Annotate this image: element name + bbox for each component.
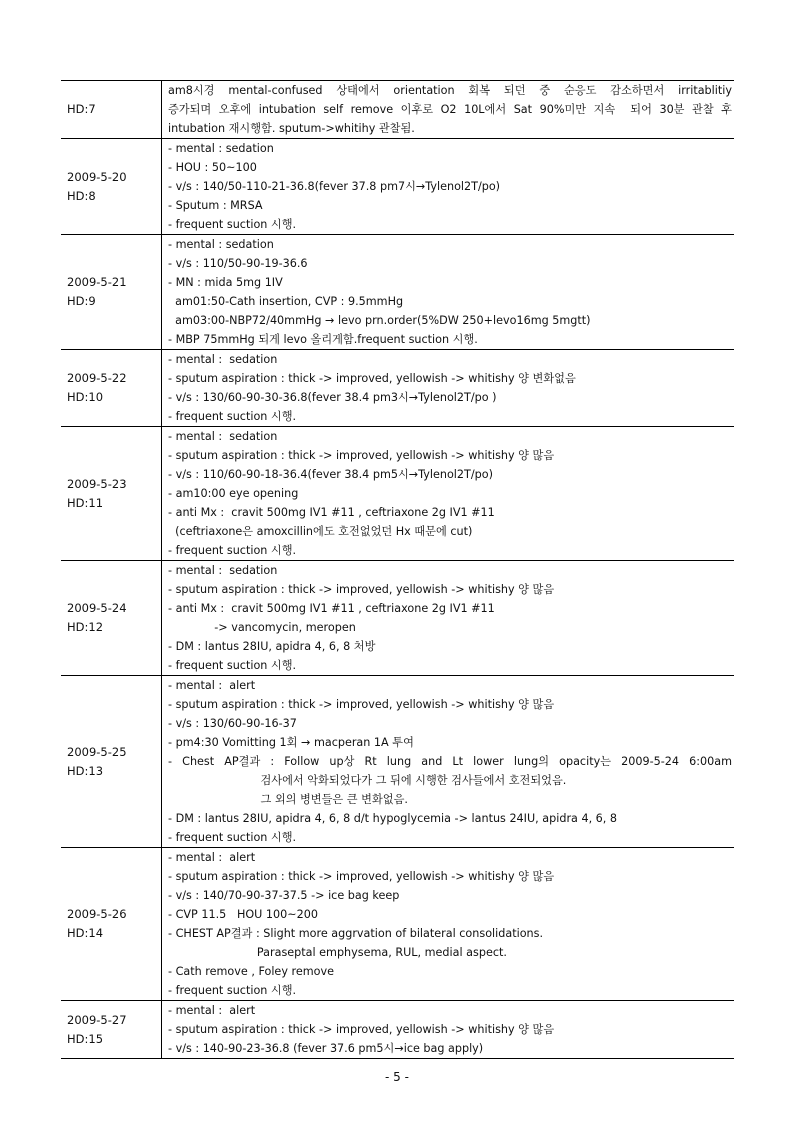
- entry-date: 2009-5-24: [67, 601, 127, 615]
- note-line: - v/s : 110/60-90-18-36.4(fever 38.4 pm5시→Tylenol2T/po): [168, 468, 493, 481]
- notes-cell: [162, 139, 735, 235]
- notes-cell: [162, 676, 735, 848]
- notes-cell: [162, 81, 735, 139]
- hospital-day: HD:7: [67, 102, 96, 116]
- table-row: [61, 561, 734, 676]
- entry-date: 2009-5-20: [67, 169, 127, 184]
- note-line: - CVP 11.5 HOU 100~200: [168, 908, 318, 921]
- note-line: - pm4:30 Vomitting 1회 → macperan 1A 투여: [168, 736, 414, 749]
- note-line: - v/s : 110/50-90-19-36.6: [168, 257, 308, 270]
- entry-date: 2009-5-23: [67, 476, 127, 491]
- note-line: - frequent suction 시행.: [168, 410, 297, 423]
- date-cell: [61, 139, 162, 235]
- note-line: - anti Mx : cravit 500mg IV1 #11 , ceftriaxone 2g IV1 #11: [168, 506, 495, 519]
- note-line: - v/s : 140/70-90-37-37.5 -> ice bag keep: [168, 889, 400, 902]
- note-line: - HOU : 50~100: [168, 161, 257, 174]
- hospital-day: HD:10: [67, 390, 104, 404]
- entry-date: 2009-5-25: [67, 744, 127, 759]
- note-line: - frequent suction 시행.: [168, 544, 297, 557]
- note-line: (ceftriaxone은 amoxcillin에도 호전없었던 Hx 때문에 cut): [168, 525, 473, 538]
- table-row: [61, 139, 734, 235]
- note-line: - v/s : 130/60-90-30-36.8(fever 38.4 pm3시→Tylenol2T/po ): [168, 391, 497, 404]
- note-line: - frequent suction 시행.: [168, 831, 297, 844]
- entry-date: 2009-5-21: [67, 275, 127, 289]
- note-line: - mental : sedation: [168, 142, 274, 155]
- note-line: - sputum aspiration : thick -> improved, yellowish -> whitishy 양 많음: [168, 583, 555, 596]
- date-cell: [61, 848, 162, 1001]
- entry-date: 2009-5-26: [67, 907, 127, 921]
- table-row: [61, 676, 734, 848]
- note-line: am8시경 mental-confused 상태에서 orientation 회복 되던 중 순응도 감소하면서 irritablitiy: [168, 84, 732, 97]
- note-line: - v/s : 140-90-23-36.8 (fever 37.6 pm5시→ice bag apply): [168, 1042, 484, 1055]
- note-line: - MN : mida 5mg 1IV: [168, 276, 283, 289]
- note-line: 증가되며 오후에 intubation self remove 이후로 O2 10L에서 Sat 90%미만 지속 되어 30분 관찰 후: [168, 103, 732, 116]
- note-line: - CHEST AP결과 : Slight more aggrvation of bilateral consolidations.: [168, 927, 544, 940]
- table-row: [61, 235, 734, 350]
- note-line: intubation 재시행함. sputum->whitihy 관찰됨.: [168, 122, 415, 135]
- table-body: [61, 81, 734, 1059]
- date-cell: [61, 350, 162, 427]
- hospital-day: HD:13: [67, 763, 104, 778]
- hospital-day: HD:9: [67, 294, 96, 308]
- date-cell: [61, 235, 162, 350]
- note-line: - sputum aspiration : thick -> improved, yellowish -> whitishy 양 많음: [168, 1023, 555, 1036]
- date-cell: [61, 81, 162, 139]
- note-line: -> vancomycin, meropen: [168, 621, 356, 634]
- note-line: - Sputum : MRSA: [168, 199, 263, 212]
- note-line: - mental : alert: [168, 679, 256, 692]
- notes-cell: [162, 1001, 735, 1059]
- date-cell: [61, 1001, 162, 1059]
- page-number: - 5 -: [385, 1070, 409, 1084]
- notes-cell: [162, 235, 735, 350]
- entry-date: 2009-5-22: [67, 371, 127, 385]
- note-line: - sputum aspiration : thick -> improved, yellowish -> whitishy 양 많음: [168, 449, 555, 462]
- note-line: - mental : sedation: [168, 564, 278, 577]
- note-line: am01:50-Cath insertion, CVP : 9.5mmHg: [168, 295, 404, 308]
- note-line: - MBP 75mmHg 되게 levo 올리게함.frequent suction 시행.: [168, 333, 478, 346]
- note-line: - DM : lantus 28IU, apidra 4, 6, 8 처방: [168, 640, 376, 653]
- note-line: - mental : sedation: [168, 238, 274, 251]
- note-line: - frequent suction 시행.: [168, 218, 297, 231]
- note-line: - anti Mx : cravit 500mg IV1 #11 , ceftriaxone 2g IV1 #11: [168, 602, 495, 615]
- note-line: - Cath remove , Foley remove: [168, 965, 334, 978]
- note-line: - v/s : 140/50-110-21-36.8(fever 37.8 pm7시→Tylenol2T/po): [168, 180, 501, 193]
- notes-cell: [162, 350, 735, 427]
- table-row: [61, 427, 734, 561]
- progress-notes-table: [61, 80, 734, 1059]
- hospital-day: HD:15: [67, 1031, 104, 1046]
- date-cell: [61, 676, 162, 848]
- notes-cell: [162, 427, 735, 561]
- table-row: [61, 848, 734, 1001]
- note-line: - sputum aspiration : thick -> improved, yellowish -> whitishy 양 변화없음: [168, 372, 576, 385]
- note-line: - mental : sedation: [168, 353, 278, 366]
- table-row: [61, 81, 734, 139]
- note-line: - mental : alert: [168, 851, 256, 864]
- note-line: - am10:00 eye opening: [168, 487, 299, 500]
- hospital-day: HD:14: [67, 926, 104, 940]
- note-line: - mental : alert: [168, 1004, 256, 1017]
- table-row: [61, 1001, 734, 1059]
- notes-cell: [162, 848, 735, 1001]
- note-line: - sputum aspiration : thick -> improved, yellowish -> whitishy 양 많음: [168, 698, 555, 711]
- date-cell: [61, 427, 162, 561]
- note-line: 그 외의 병변들은 큰 변화없음.: [168, 793, 408, 806]
- note-line: - v/s : 130/60-90-16-37: [168, 717, 297, 730]
- note-line: 검사에서 악화되었다가 그 뒤에 시행한 검사들에서 호전되었음.: [168, 774, 567, 787]
- table-row: [61, 350, 734, 427]
- note-line: Paraseptal emphysema, RUL, medial aspect.: [168, 946, 507, 959]
- note-line: - DM : lantus 28IU, apidra 4, 6, 8 d/t hypoglycemia -> lantus 24IU, apidra 4, 6, 8: [168, 812, 618, 825]
- hospital-day: HD:12: [67, 620, 104, 634]
- note-line: - frequent suction 시행.: [168, 659, 297, 672]
- date-cell: [61, 561, 162, 676]
- hospital-day: HD:8: [67, 188, 96, 203]
- note-line: - Chest AP결과 : Follow up상 Rt lung and Lt lower lung의 opacity는 2009-5-24 6:00am: [168, 755, 732, 768]
- notes-cell: [162, 561, 735, 676]
- note-line: - sputum aspiration : thick -> improved, yellowish -> whitishy 양 많음: [168, 870, 555, 883]
- note-line: - frequent suction 시행.: [168, 984, 297, 997]
- note-line: am03:00-NBP72/40mmHg → levo prn.order(5%DW 250+levo16mg 5mgtt): [168, 314, 591, 327]
- entry-date: 2009-5-27: [67, 1012, 127, 1027]
- hospital-day: HD:11: [67, 495, 104, 510]
- note-line: - mental : sedation: [168, 430, 278, 443]
